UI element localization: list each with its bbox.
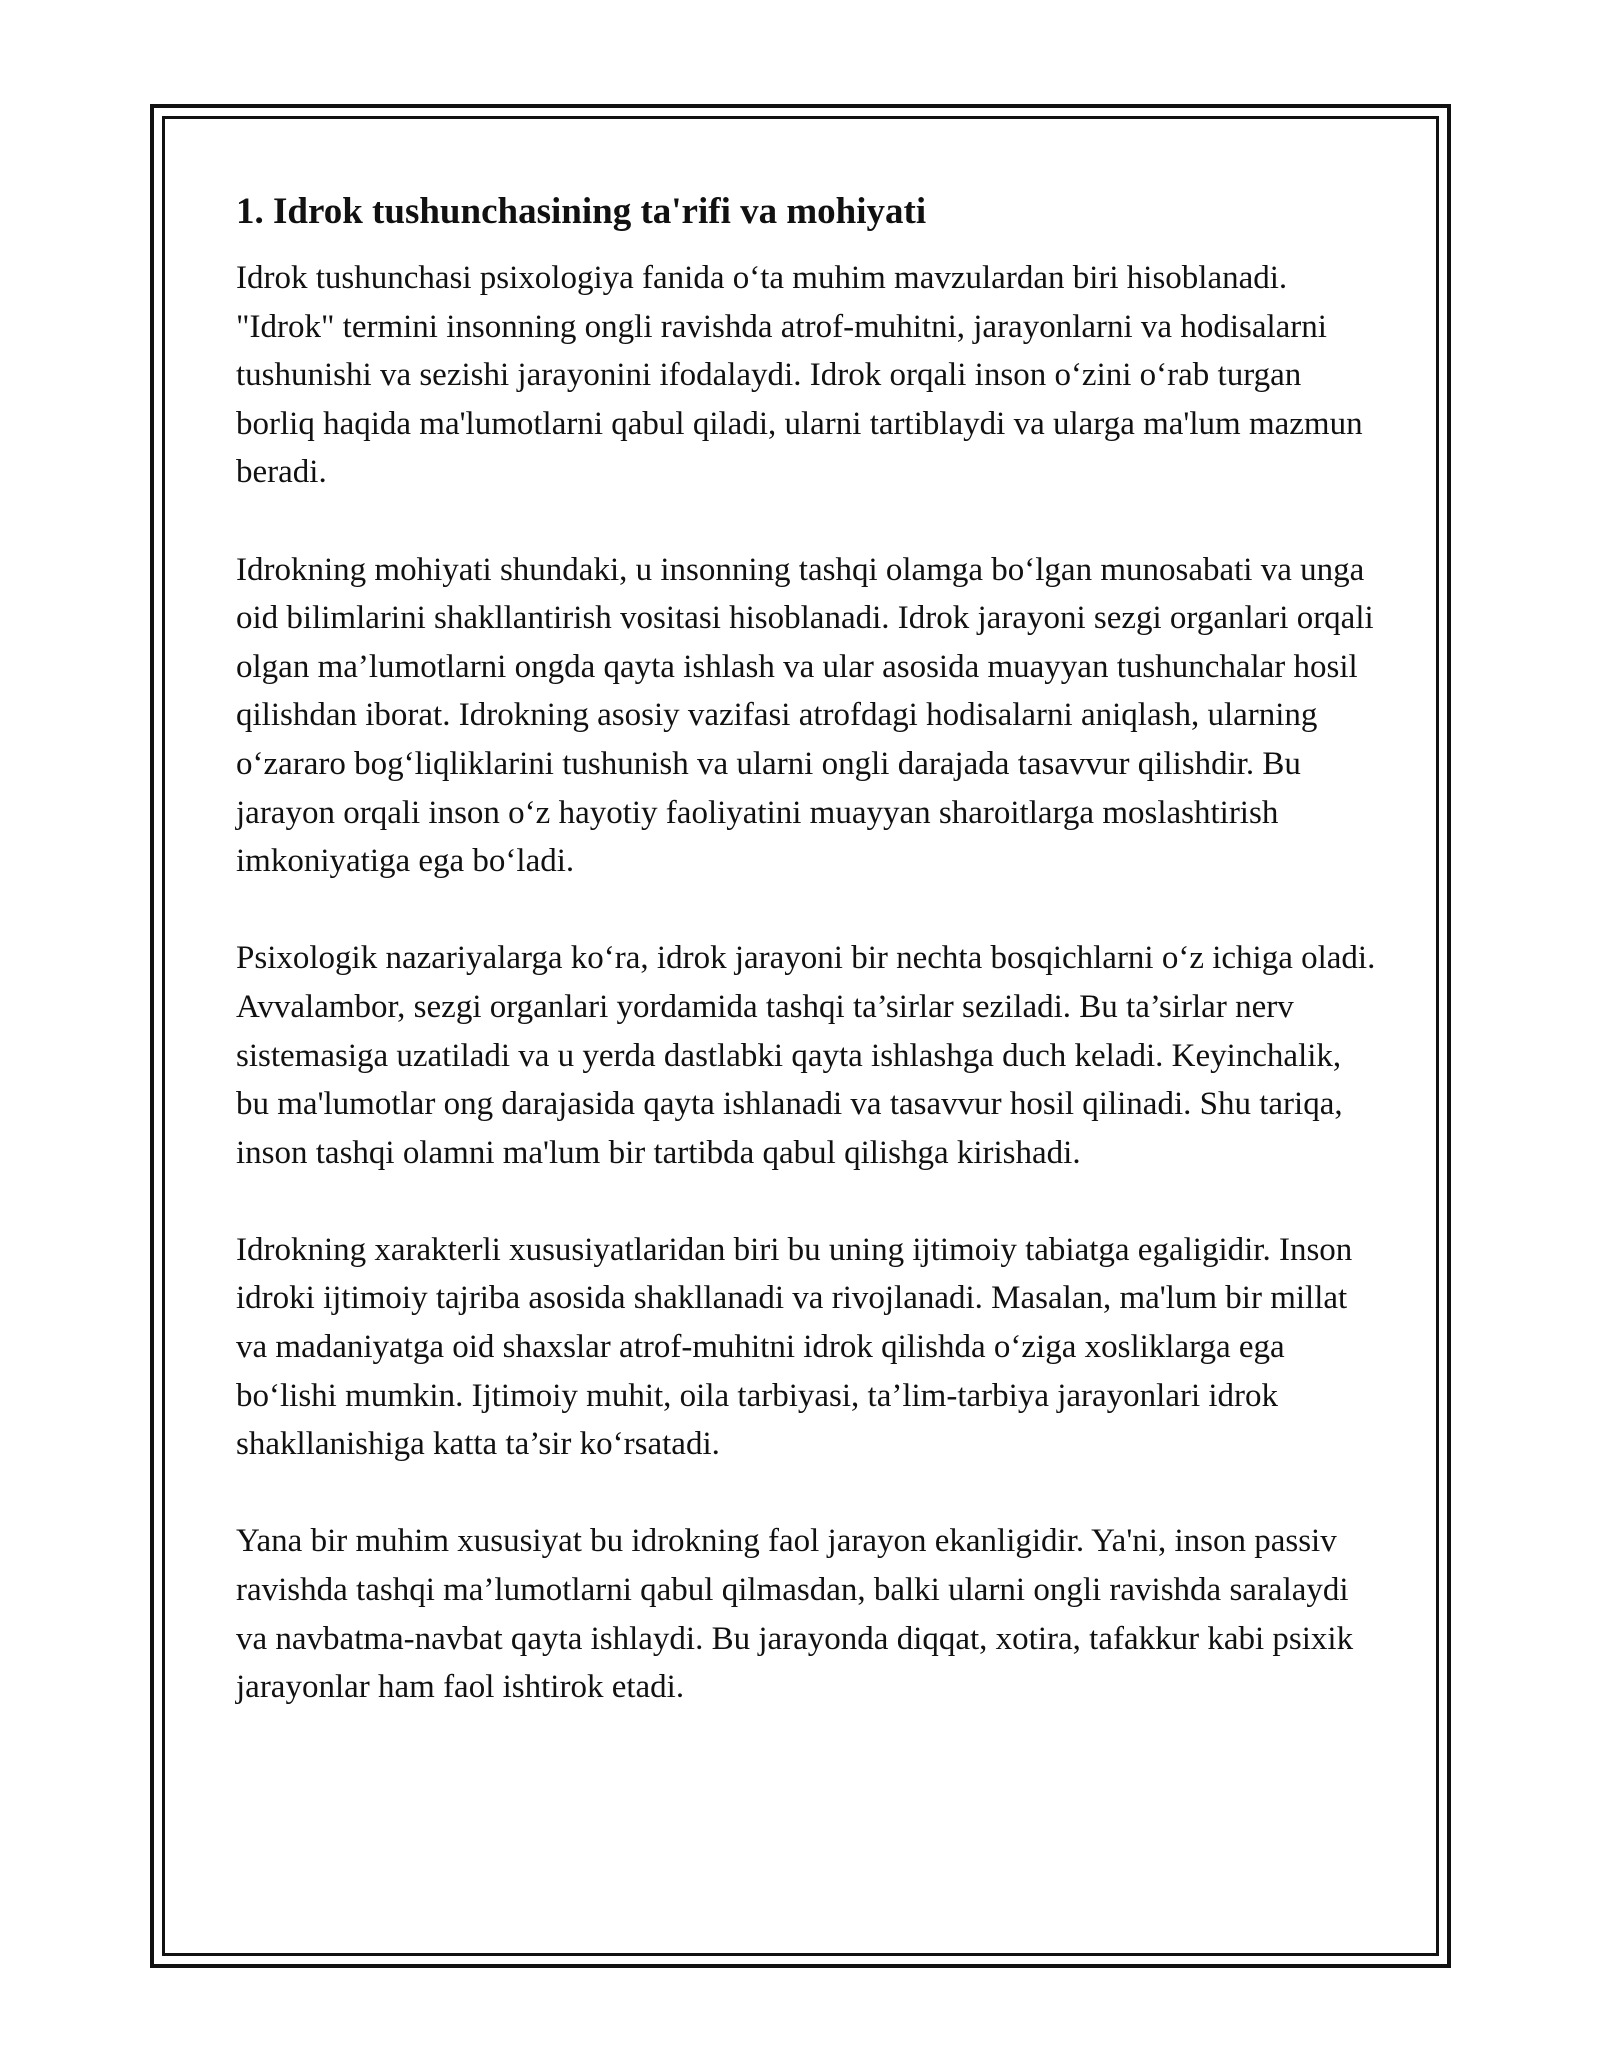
paragraph-3: Psixologik nazariyalarga ko‘ra, idrok jarayoni bir nechta bosqichlarni o‘z ichiga oladi. Avvalambor, sezgi organlari yordamida tashqi ta’sirlar seziladi. Bu ta’sirlar nerv sistemasiga uzatiladi va u yerda dastlabki qayta ishlashga duch keladi. Keyinchalik, bu ma'lumotlar ong darajasida qayta ishlanadi va tasavvur hosil qilinadi. Shu tariqa, inson tashqi olamni ma'lum bir tartibda qabul qilishga kirishadi. <box>236 940 1376 1171</box>
document-body <box>236 186 1376 1712</box>
paragraph-1: Idrok tushunchasi psixologiya fanida o‘ta muhim mavzulardan biri hisoblanadi. "Idrok" termini insonning ongli ravishda atrof-muhitni, jarayonlarni va hodisalarni tushunishi va sezishi jarayonini ifodalaydi. Idrok orqali inson o‘zini o‘rab turgan borliq haqida ma'lumotlarni qabul qiladi, ularni tartiblaydi va ularga ma'lum mazmun beradi. <box>236 260 1363 491</box>
paragraph-5: Yana bir muhim xususiyat bu idrokning faol jarayon ekanligidir. Ya'ni, inson passiv ravishda tashqi ma’lumotlarni qabul qilmasdan, balki ularni ongli ravishda saralaydi va navbatma-navbat qayta ishlaydi. Bu jarayonda diqqat, xotira, tafakkur kabi psixik jarayonlar ham faol ishtirok etadi. <box>236 1523 1354 1706</box>
section-title: 1. Idrok tushunchasining ta'rifi va mohiyati <box>236 191 927 232</box>
paragraph-2: Idrokning mohiyati shundaki, u insonning tashqi olamga bo‘lgan munosabati va unga oid bilimlarini shakllantirish vositasi hisoblanadi. Idrok jarayoni sezgi organlari orqali olgan ma’lumotlarni ongda qayta ishlash va ular asosida muayyan tushunchalar hosil qilishdan iborat. Idrokning asosiy vazifasi atrofdagi hodisalarni aniqlash, ularning o‘zararo bog‘liqliklarini tushunish va ularni ongli darajada tasavvur qilishdir. Bu jarayon orqali inson o‘z hayotiy faoliyatini muayyan sharoitlarga moslashtirish imkoniyatiga ega bo‘ladi. <box>236 551 1374 880</box>
paragraph-4: Idrokning xarakterli xususiyatlaridan biri bu uning ijtimoiy tabiatga egaligidir. Inson idroki ijtimoiy tajriba asosida shakllanadi va rivojlanadi. Masalan, ma'lum bir millat va madaniyatga oid shaxslar atrof-muhitni idrok qilishda o‘ziga xosliklarga ega bo‘lishi mumkin. Ijtimoiy muhit, oila tarbiyasi, ta’lim-tarbiya jarayonlari idrok shakllanishiga katta ta’sir ko‘rsatadi. <box>236 1231 1353 1463</box>
